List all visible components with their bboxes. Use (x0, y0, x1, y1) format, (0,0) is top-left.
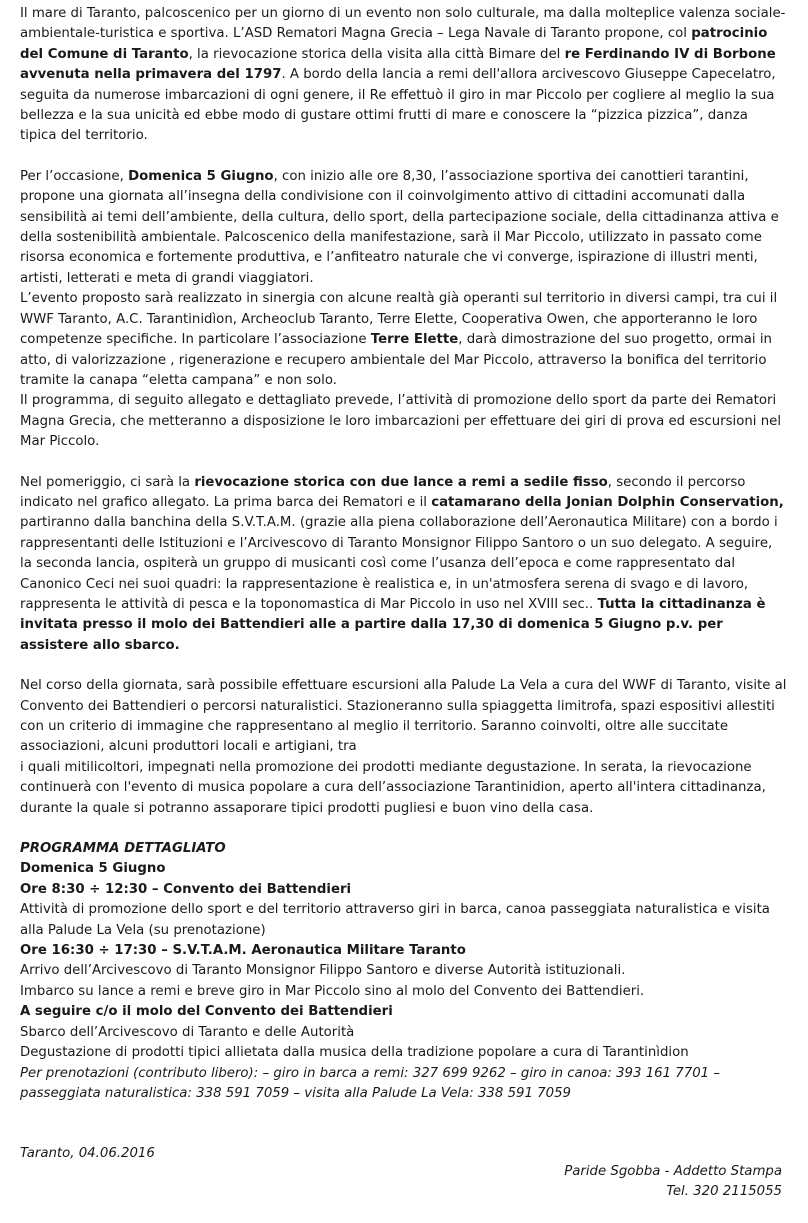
session-3-heading: A seguire c/o il molo del Convento dei Battendieri (20, 1004, 393, 1020)
session-2-line-1: Arrivo dell’Arcivescovo di Taranto Monsignor Filippo Santoro e diverse Autorità istituzionali. (20, 963, 626, 979)
text: , secondo il percorso indicato nel grafico allegato. La prima barca dei Rematori e il (20, 474, 746, 510)
intro-paragraph (20, 4, 788, 147)
signature-block (564, 1162, 782, 1203)
session-3-line-2: Degustazione di prodotti tipici allietata dalla musica della tradizione popolare a cura di Tarantinìdion (20, 1045, 689, 1061)
text: , con inizio alle ore 8,30, l’associazione sportiva dei canottieri tarantini, propone una giornata all’insegna della condivisione con il coinvolgimento attivo di cittadini accomunati dalla sensibilità ai temi dell’ambiente, della cultura, dello sport, della partecipazione sociale, della cittadinanza attiva e della sostenibilità ambientale. Palcoscenico della manifestazione, sarà il Mar Piccolo, utilizzato in passato come risorsa economica e fortemente produttiva, e l’anfiteatro naturale che vi converge, ispirazione di illustri menti, artisti, letterati e meta di grandi viaggiatori. (20, 168, 779, 286)
programma-intro-paragraph: Il programma, di seguito allegato e dettagliato prevede, l’attività di promozione dello sport da parte dei Rematori Magna Grecia, che metteranno a disposizione le loro imbarcazioni per effettuare dei giri di prova ed escursioni nel Mar Piccolo. (20, 393, 782, 450)
bold-text: re Ferdinando IV di Borbone avvenuta nella primavera del 1797 (20, 46, 776, 83)
prenotazioni-info: Per prenotazioni (contributo libero): – giro in barca a remi: 327 699 9262 – giro in canoa: 393 161 7701 – passeggiata naturalistica: 338 591 7059 – visita alla Palude La Vela: 338 591 7059 (20, 1065, 721, 1101)
bold-text: catamarano della Jonian Dolphin Conservation, (431, 494, 784, 510)
bold-text: patrocinio del Comune di Taranto (20, 26, 768, 62)
occasione-paragraph (20, 167, 788, 289)
programma-title: PROGRAMMA DETTAGLIATO (20, 841, 226, 857)
text: . A bordo della lancia a remi dell'allora arcivescovo Giuseppe Capecelatro, seguita da numerose imbarcazioni di ogni genere, il Re effettuò il giro in mar Piccolo per cogliere al meglio la sua bellezza e la sua unicità ed ebbe modo di gustare ottimi frutti di mare e conoscere la “pizzica pizzica”, danza tipica del territorio. (20, 67, 776, 144)
text: Nel corso della giornata, sarà possibile effettuare escursioni alla Palude La Vela a cura del WWF di Taranto, visite al Convento dei Battendieri o percorsi naturalistici. Stazioneranno sulla spiaggetta limitrofa, spazi espositivi allestiti con un criterio di immagine che rappresentano al meglio il territorio. Saranno coinvolti, oltre alle succitate associazioni, alcuni produttori locali e artigiani, tra (20, 678, 787, 755)
pomeriggio-paragraph (20, 473, 788, 657)
text: i quali mitilicoltori, impegnati nella promozione dei prodotti mediante degustazione. In serata, la rievocazione continuerà con l'evento di musica popolare a cura dell’associazione Tarantinidion, aperto all'intera cittadinanza, durante la quale si potranno assaporare tipici prodotti pugliesi e buon vino della casa. (20, 759, 766, 816)
signature-phone: Tel. 320 2115055 (666, 1184, 782, 1200)
text: L’evento proposto sarà realizzato in sinergia con alcune realtà già operanti sul territorio in diversi campi, tra cui il WWF Taranto, A.C. Tarantinidìon, Archeoclub Taranto, Terre Elette, Cooperativa Owen, che apporteranno le loro competenze specifiche. In particolare l’associazione (20, 291, 778, 348)
place-date: Taranto, 04.06.2016 (20, 1146, 155, 1161)
evento-paragraph (20, 289, 788, 391)
session-3-line-1: Sbarco dell’Arcivescovo di Taranto e delle Autorità (20, 1024, 355, 1040)
session-2-heading: Ore 16:30 ÷ 17:30 – S.V.T.A.M. Aeronautica Militare Taranto (20, 943, 466, 959)
bold-text: Tutta la cittadinanza è invitata presso il molo dei Battendieri alle a partire dalla 17,30 di domenica 5 Giugno p.v. per assistere allo sbarco. (20, 596, 766, 653)
bold-text: Domenica 5 Giugno (128, 168, 274, 184)
programma-day: Domenica 5 Giugno (20, 861, 166, 877)
session-2-line-2: Imbarco su lance a remi e breve giro in Mar Piccolo sino al molo del Convento dei Battendieri. (20, 983, 645, 999)
bold-text: Terre Elette (370, 332, 459, 348)
text: , la rievocazione storica della visita alla città Bimare del (188, 46, 565, 62)
bold-text: rievocazione storica con due lance a remi a sedile fisso (194, 474, 608, 490)
text: Nel pomeriggio, ci sarà la (20, 474, 195, 490)
text: Il mare di Taranto, palcoscenico per un giorno di un evento non solo culturale, ma dalla molteplice valenza sociale-ambientale-turistica e sportiva. L’ASD Rematori Magna Grecia – Lega Navale di Taranto propone, col (20, 6, 786, 42)
giornata-paragraph (20, 676, 788, 819)
session-1-text: Attività di promozione dello sport e del territorio attraverso giri in barca, canoa passeggiata naturalistica e visita alla Palude La Vela (su prenotazione) (20, 902, 770, 938)
programma-section (20, 839, 788, 1104)
text: partiranno dalla banchina della S.V.T.A.M. (grazie alla piena collaborazione dell’Aeronautica Militare) con a bordo i rappresentanti delle Istituzioni e l’Arcivescovo di Taranto Monsignor Filippo Santoro o un suo delegato. A seguire, la seconda lancia, ospiterà un gruppo di musicanti così come l’usanza dell’epoca e come rappresentato dal Canonico Ceci nei suoi quadri: la rappresentazione è realistica e, in un'atmosfera serena di svago e di lavoro, rappresenta le attività di pesca e la toponomastica di Mar Piccolo in uso nel XVIII sec.. (20, 515, 778, 612)
text: , darà dimostrazione del suo progetto, ormai in atto, di valorizzazione , rigenerazione e recupero ambientale del Mar Piccolo, attraverso la bonifica del territorio tramite la canapa “eletta campana” e non solo. (20, 332, 772, 388)
text: Per l’occasione, (20, 168, 129, 184)
signature-name: Paride Sgobba - Addetto Stampa (564, 1164, 782, 1179)
session-1-heading: Ore 8:30 ÷ 12:30 – Convento dei Battendieri (20, 881, 352, 897)
